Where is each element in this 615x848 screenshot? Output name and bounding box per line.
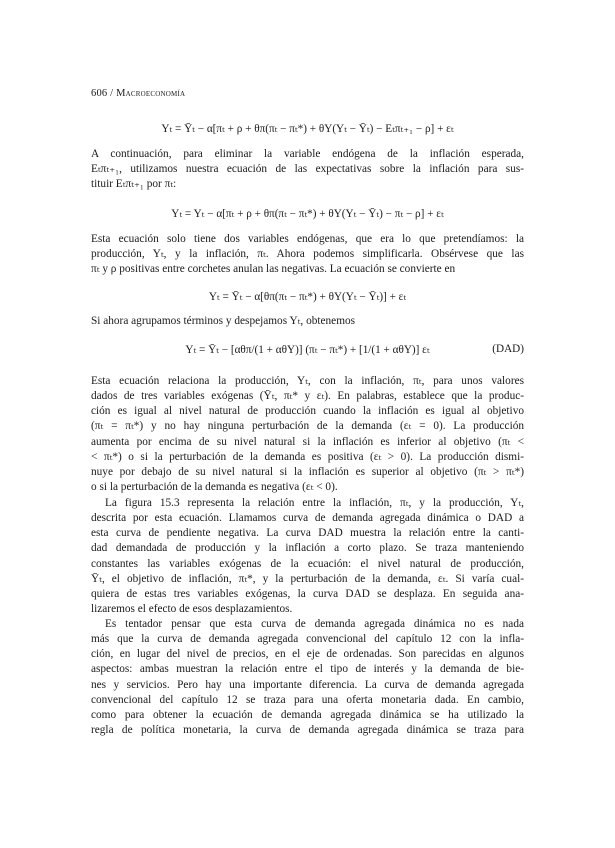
text-line: convencional del capítulo 12 se traza para una oferta monetaria dada. En cambio, — [91, 693, 524, 706]
paragraph-2 — [91, 232, 524, 277]
text-line: constantes las variables exógenas de la ecuación: el nivel natural de producción, — [91, 557, 524, 570]
text-line: ción, en lugar del nivel de precios, en el eje de ordenadas. Son parecidas en algunos — [91, 648, 524, 661]
text-line: regla de política monetaria, la curva de demanda agregada dinámica se traza para — [91, 724, 524, 737]
text-line: nuye por debajo de su nivel natural si la inflación es superior al objetivo (πₜ > πₜ*) — [91, 465, 524, 478]
header-separator: / — [107, 88, 117, 99]
text-line: tituir Eₜπₜ₊₁ por πₜ: — [91, 178, 177, 191]
text-line: dad demandada de producción y la inflación a corto plazo. Se traza manteniendo — [91, 542, 524, 555]
text-line: producción, Yₜ, y la inflación, πₜ. Ahora podemos simplificarla. Obsérvese que las — [91, 248, 524, 261]
text-line: aumenta por encima de su nivel natural si la inflación es inferior al objetivo (πₜ < — [91, 435, 524, 448]
text-line: Si ahora agrupamos términos y despejamos Yₜ, obtenemos — [91, 315, 356, 327]
page-number: 606 — [91, 88, 108, 99]
paragraph-3 — [91, 314, 524, 329]
text-line: esta curva de pendiente negativa. La curva DAD muestra la relación entre la canti- — [91, 527, 524, 540]
paragraph-6 — [91, 617, 524, 738]
text-line: La figura 15.3 representa la relación entre la inflación, πₜ, y la producción, Yₜ, — [105, 497, 524, 509]
text-line: A continuación, para eliminar la variable endógena de la inflación esperada, — [91, 148, 524, 160]
text-line: o si la perturbación de la demanda es negativa (εₜ < 0). — [91, 481, 338, 494]
equation-4: Yₜ = Ȳₜ − [αθπ/(1 + αθY)] (πₜ − πₜ*) + [1/(1 + αθY)] εₜ — [185, 344, 430, 356]
text-line: quiera de estas tres variables exógenas, la curva DAD se desplaza. En seguida ana- — [91, 587, 524, 600]
text-line: Esta ecuación relaciona la producción, Yₜ, con la inflación, πₜ, para unos valores — [91, 375, 524, 387]
text-line: Ȳₜ, el objetivo de inflación, πₜ*, y la perturbación de la demanda, εₜ. Si varía cual- — [91, 572, 524, 585]
equation-4-tag: (DAD) — [492, 343, 524, 355]
text-line: como para obtener la ecuación de demanda agregada dinámica se ha utilizado la — [91, 708, 524, 721]
paragraph-1 — [91, 147, 524, 192]
text-line: Esta ecuación solo tiene dos variables endógenas, que era lo que pretendíamos: la — [91, 233, 524, 245]
book-title: Macroeconomía — [116, 88, 186, 99]
equation-3: Yₜ = Ȳₜ − α[θπ(πₜ − πₜ*) + θY(Yₜ − Ȳₜ)] + εₜ — [208, 291, 407, 303]
text-line: más que la curva de demanda agregada convencional del capítulo 12 con la infla- — [91, 633, 524, 646]
paragraph-5 — [91, 496, 524, 617]
text-line: aspectos: ambas muestran la relación entre el tipo de interés y la demanda de bie- — [91, 663, 524, 676]
paragraph-4 — [91, 374, 524, 495]
text-line: πₜ y ρ positivas entre corchetes anulan las negativas. La ecuación se convierte en — [91, 263, 456, 276]
text-line: lizaremos el efecto de esos desplazamientos. — [91, 603, 293, 616]
equation-2: Yₜ = Yₜ − α[πₜ + ρ + θπ(πₜ − πₜ*) + θY(Yₜ − Ȳₜ) − πₜ − ρ] + εₜ — [171, 208, 444, 220]
text-line: ción es igual al nivel natural de producción cuando la inflación es igual al objetivo — [91, 405, 524, 418]
text-line: (πₜ = πₜ*) y no hay ninguna perturbación de la demanda (εₜ = 0). La producción — [91, 420, 524, 433]
text-line: < πₜ*) o si la perturbación de la demanda es positiva (εₜ > 0). La producción dismi- — [91, 450, 524, 463]
text-line: nes y servicios. Pero hay una importante diferencia. La curva de demanda agregada — [91, 678, 524, 691]
text-line: descrita por esta ecuación. Llamamos curva de demanda agregada dinámica o DAD a — [91, 512, 524, 525]
text-line: Es tentador pensar que esta curva de demanda agregada dinámica no es nada — [105, 618, 524, 630]
running-header — [91, 88, 185, 99]
equation-1: Yₜ = Ȳₜ − α[πₜ + ρ + θπ(πₜ − πₜ*) + θY(Yₜ − Ȳₜ) − Eₜπₜ₊₁ − ρ] + εₜ — [161, 123, 454, 135]
text-line: dados de tres variables exógenas (Ȳₜ, πₜ* y εₜ). En palabras, establece que la produc- — [91, 390, 524, 403]
text-line: Eₜπₜ₊₁, utilizamos nuestra ecuación de las expectativas sobre la inflación para sus- — [91, 163, 524, 176]
